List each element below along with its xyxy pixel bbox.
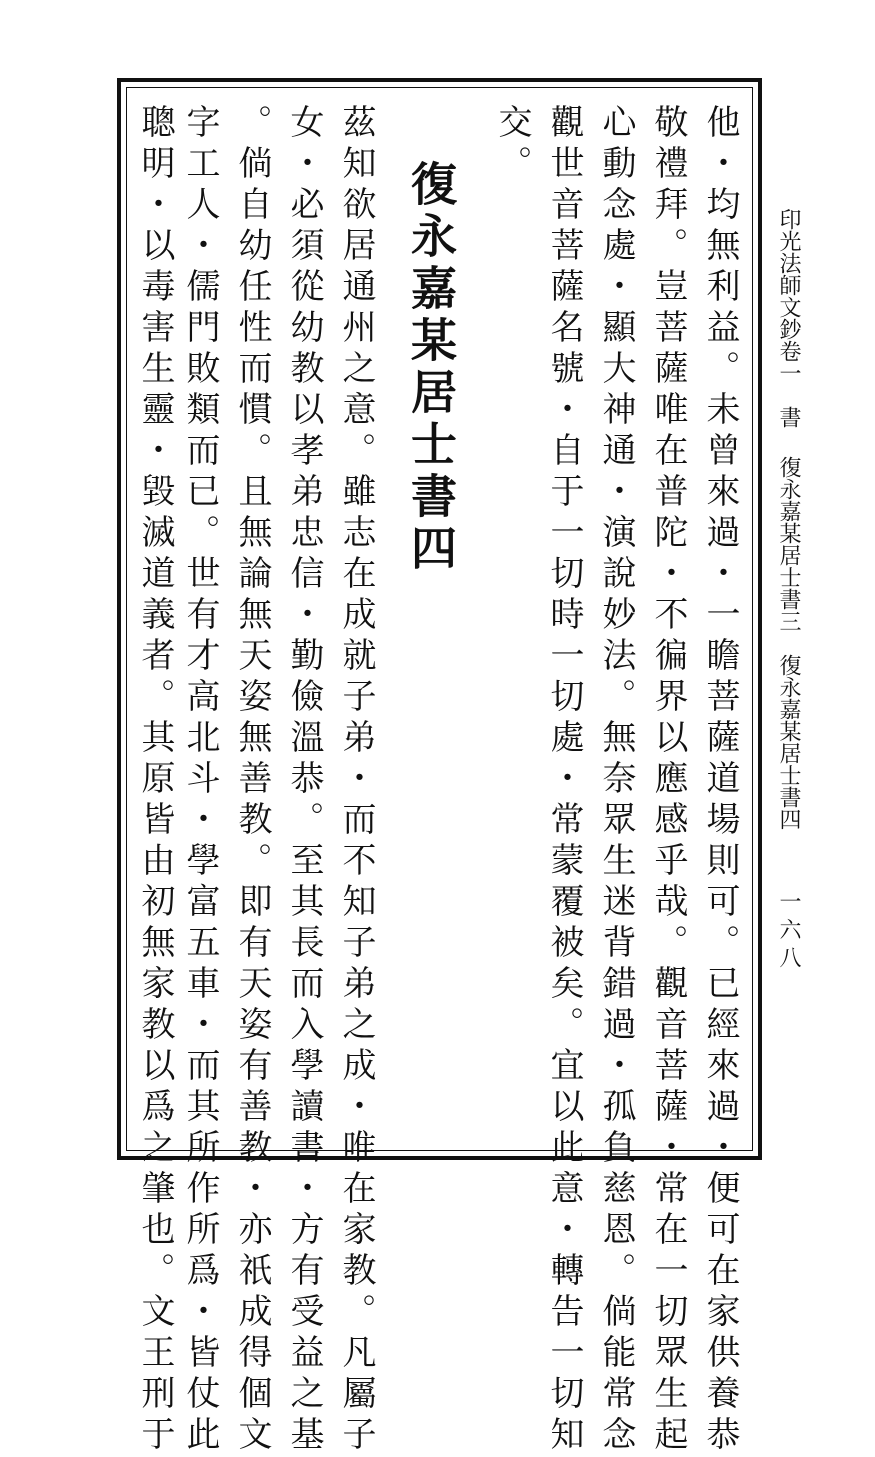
- text-column: 心動念處・顯大神通・演說妙法。無奈眾生迷背錯過・孤負慈恩。倘能常念: [596, 104, 636, 1457]
- body-column: 字工人・儒門敗類而已。世有才高北斗・學富五車・而其所作所爲・皆仗此: [180, 104, 220, 1457]
- body-column: 茲知欲居通州之意。雖志在成就子弟・而不知子弟之成・唯在家教。凡屬子: [336, 104, 376, 1457]
- running-header-prev-letter: 復永嘉某居士書三: [776, 456, 801, 632]
- running-header-current-letter: 復永嘉某居士書四: [776, 654, 801, 830]
- body-column: 女・必須從幼教以孝弟忠信・勤儉溫恭。至其長而入學讀書・方有受益之基: [284, 104, 324, 1457]
- running-header-book: 印光法師文鈔卷一: [776, 208, 801, 384]
- letter-title: 復永嘉某居士書四: [404, 160, 458, 576]
- text-column: 敬禮拜。豈菩薩唯在普陀・不徧界以應感乎哉。觀音菩薩・常在一切眾生起: [648, 104, 688, 1457]
- text-column: 他・均無利益。未曾來過・一瞻菩薩道場則可。已經來過・便可在家供養恭: [700, 104, 740, 1457]
- page-number: 一六八: [776, 890, 801, 974]
- text-column: 觀世音菩薩名號・自于一切時一切處・常蒙覆被矣。宜以此意・轉告一切知: [544, 104, 584, 1457]
- running-header-category: 書: [776, 406, 801, 428]
- text-column: 交。: [492, 104, 532, 186]
- body-column: 。倘自幼任性而慣。且無論無天姿無善教。即有天姿有善教・亦祇成得個文: [232, 104, 272, 1457]
- body-column: 聰明・以毒害生靈・毀滅道義者。其原皆由初無家教以爲之肇也。文王刑于: [135, 104, 175, 1457]
- running-header: [774, 208, 802, 830]
